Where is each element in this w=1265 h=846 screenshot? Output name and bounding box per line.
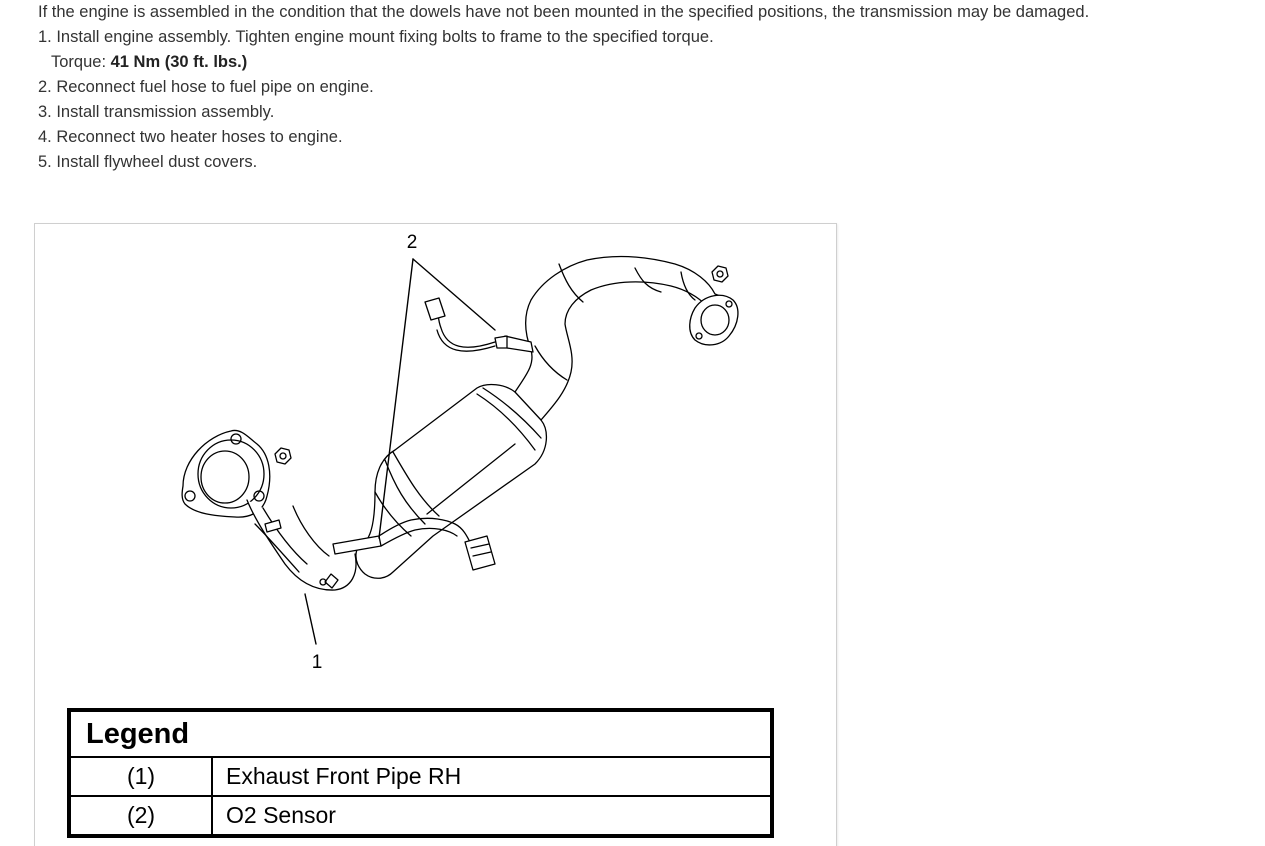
legend-row — [69, 796, 772, 836]
legend-number: (2) — [69, 796, 212, 836]
left-flange — [182, 430, 270, 517]
o2-sensor-upper — [425, 298, 533, 352]
legend-description: O2 Sensor — [212, 796, 772, 836]
torque-value: 41 Nm (30 ft. lbs.) — [110, 53, 248, 71]
step-4: 4. Reconnect two heater hoses to engine. — [38, 128, 343, 146]
step-2: 2. Reconnect fuel hose to fuel pipe on engine. — [38, 78, 374, 96]
exhaust-pipe-illustration — [35, 224, 836, 704]
nut-left — [275, 448, 291, 464]
catalytic-converter — [356, 385, 546, 579]
step-1: 1. Install engine assembly. Tighten engine mount fixing bolts to frame to the specified torque. — [38, 28, 714, 46]
legend-row — [69, 757, 772, 796]
legend-description: Exhaust Front Pipe RH — [212, 757, 772, 796]
torque-spec — [38, 50, 1258, 75]
leader-line-2b — [413, 259, 495, 330]
step-5: 5. Install flywheel dust covers. — [38, 153, 258, 171]
procedure-text — [38, 0, 1258, 175]
callout-1: 1 — [311, 652, 323, 673]
step-3: 3. Install transmission assembly. — [38, 103, 275, 121]
warning-text: If the engine is assembled in the condition that the dowels have not been mounted in the specified positions, the transmission may be damaged. — [38, 3, 1090, 21]
legend-number: (1) — [69, 757, 212, 796]
legend-title: Legend — [69, 710, 772, 757]
nut-right — [712, 266, 728, 282]
legend-table — [67, 708, 774, 838]
torque-label: Torque: — [51, 53, 111, 71]
leader-line-1 — [305, 594, 316, 644]
callout-2: 2 — [406, 232, 418, 253]
